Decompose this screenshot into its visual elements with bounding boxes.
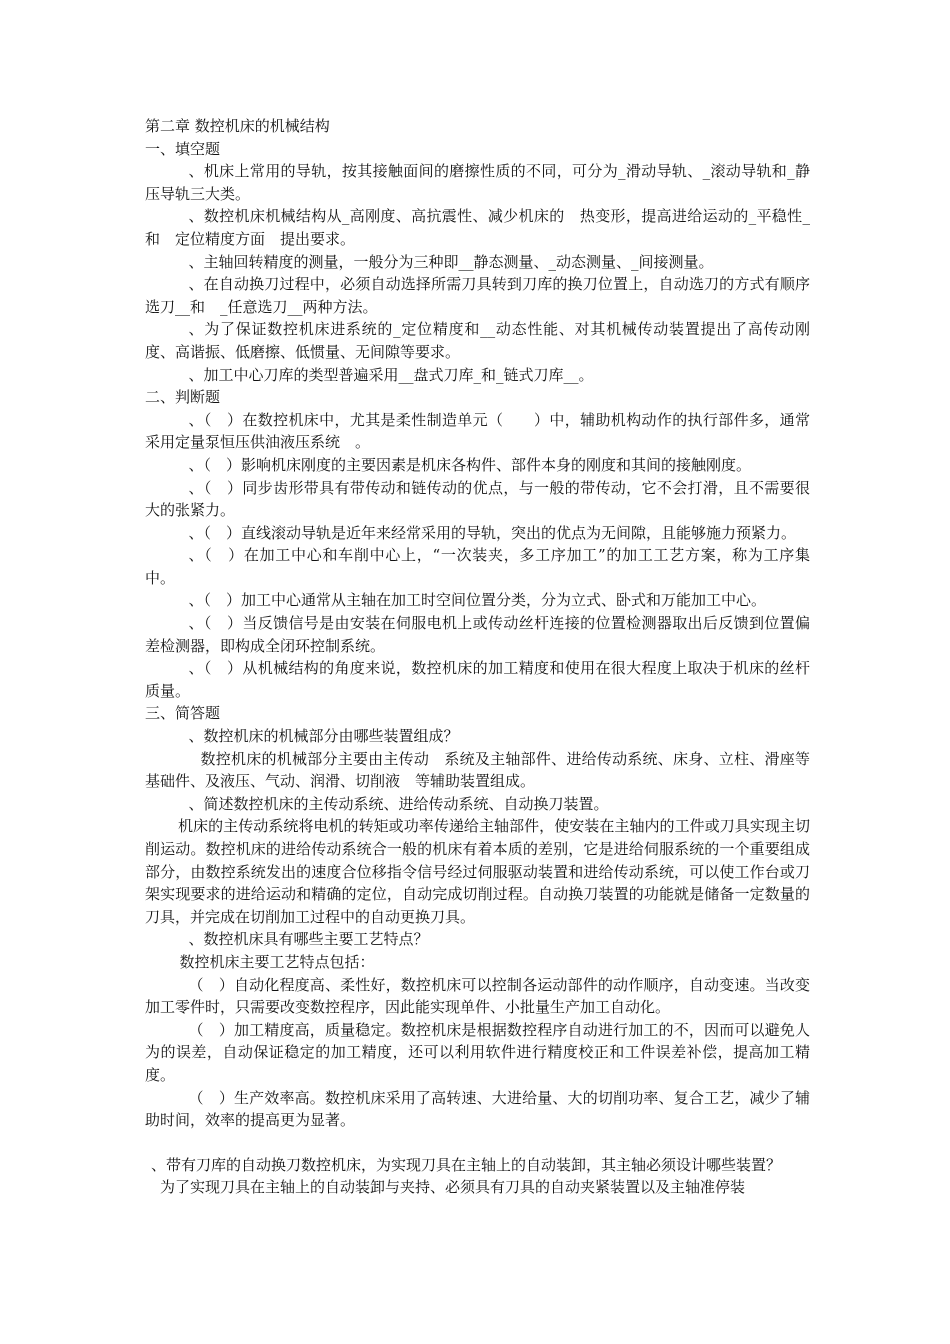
short-answer-4: 为了实现刀具在主轴上的自动装卸与夹持、必须具有刀具的自动夹紧装置以及主轴准停装 xyxy=(160,1178,746,1197)
document-body xyxy=(145,115,810,1199)
fill-question-2: 、数控机床机械结构从_高刚度、高抗震性、减少机床的 热变形，提高进给运动的_平稳性_和 定位精度方面 提出要求。 xyxy=(145,207,810,248)
fill-question-6: 、加工中心刀库的类型普遍采用__盘式刀库_和_链式刀库__。 xyxy=(188,365,594,384)
short-question-3: 、数控机床具有哪些主要工艺特点？ xyxy=(188,930,429,949)
fill-question-5: 、为了保证数控机床进系统的_定位精度和__动态性能、对其机械传动装置提出了高传动刚度、高谐振、低磨擦、低惯量、无间隙等要求。 xyxy=(145,320,810,361)
judge-question-7: 、（ ）当反馈信号是由安装在伺服电机上或传动丝杆连接的位置检测器取出后反馈到位置偏差检测器，即构成全闭环控制系统。 xyxy=(145,614,810,655)
judge-question-3: 、（ ）同步齿形带具有带传动和链传动的优点，与一般的带传动，它不会打滑，且不需要很大的张紧力。 xyxy=(145,478,810,520)
judge-question-6: 、（ ）加工中心通常从主轴在加工时空间位置分类，分为立式、卧式和万能加工中心。 xyxy=(188,591,767,610)
short-question-4: 、带有刀库的自动换刀数控机床，为实现刀具在主轴上的自动装卸，其主轴必须设计哪些装置？ xyxy=(151,1155,782,1174)
paragraph-gap xyxy=(145,1132,810,1154)
short-answer-3-intro: 数控机床主要工艺特点包括： xyxy=(179,952,375,971)
short-answer-3-item-2: （ ）加工精度高，质量稳定。数控机床是根据数控程序自动进行加工的不，因而可以避免人为的误差，自动保证稳定的加工精度，还可以利用软件进行精度校正和工件误差补偿，提高加工精度。 xyxy=(145,1020,810,1084)
short-question-1: 、数控机床的机械部分由哪些装置组成？ xyxy=(188,727,459,746)
fill-question-4: 、在自动换刀过程中，必须自动选择所需刀具转到刀库的换刀位置上，自动选刀的方式有顺序选刀__和 _任意选刀__两种方法。 xyxy=(145,275,810,316)
section-heading-true-false: 二、判断题 xyxy=(145,388,221,407)
judge-question-1: 、（ ）在数控机床中，尤其是柔性制造单元（ ）中，辅助机构动作的执行部件多，通常采用定量泵恒压供油液压系统 。 xyxy=(145,410,810,452)
fill-question-3: 、主轴回转精度的测量，一般分为三种即__静态测量、_动态测量、_间接测量。 xyxy=(188,252,714,271)
short-answer-3-item-1: （ ）自动化程度高、柔性好，数控机床可以控制各运动部件的动作顺序，自动变速。当改变加工零件时，只需要改变数控程序，因此能实现单件、小批量生产加工自动化。 xyxy=(145,975,810,1017)
judge-question-8: 、（ ）从机械结构的角度来说，数控机床的加工精度和使用在很大程度上取决于机床的丝杆质量。 xyxy=(145,659,810,700)
judge-question-4: 、（ ）直线滚动导轨是近年来经常采用的导轨，突出的优点为无间隙，且能够施力预紧力。 xyxy=(188,523,797,542)
section-heading-fill-in: 一、填空题 xyxy=(145,139,221,158)
short-question-2: 、简述数控机床的主传动系统、进给传动系统、自动换刀装置。 xyxy=(188,794,609,813)
fill-question-1: 、机床上常用的导轨，按其接触面间的磨擦性质的不同，可分为_滑动导轨、_滚动导轨和_静压导轨三大类。 xyxy=(145,162,810,203)
short-answer-2: 机床的主传动系统将电机的转矩或功率传递给主轴部件，使安装在主轴内的工件或刀具实现主切削运动。数控机床的进给传动系统合一般的机床有着本质的差别，它是进给伺服系统的一个重要组成部分，由数控系统发出的速度合位移指令信号经过伺服驱动装置和进给传动系统，可以使工作台或刀架实现要求的进给运动和精确的定位，自动完成切削过程。自动换刀装置的功能就是储备一定数量的刀具，并完成在切削加工过程中的自动更换刀具。 xyxy=(145,817,810,926)
section-heading-short-answer: 三、简答题 xyxy=(145,704,221,723)
short-answer-1: 数控机床的机械部分主要由主传动 系统及主轴部件、进给传动系统、床身、立柱、滑座等基础件、及液压、气动、润滑、切削液 等辅助装置组成。 xyxy=(145,749,810,791)
judge-question-5: 、（ ）在加工中心和车削中心上，“一次装夹，多工序加工”的加工工艺方案，称为工序集中。 xyxy=(145,546,810,587)
chapter-title: 第二章 数控机床的机械结构 xyxy=(145,117,330,135)
judge-question-2: 、（ ）影响机床刚度的主要因素是机床各构件、部件本身的刚度和其间的接触刚度。 xyxy=(188,455,752,474)
short-answer-3-item-3: （ ）生产效率高。数控机床采用了高转速、大进给量、大的切削功率、复合工艺，减少了辅助时间，效率的提高更为显著。 xyxy=(145,1088,810,1130)
